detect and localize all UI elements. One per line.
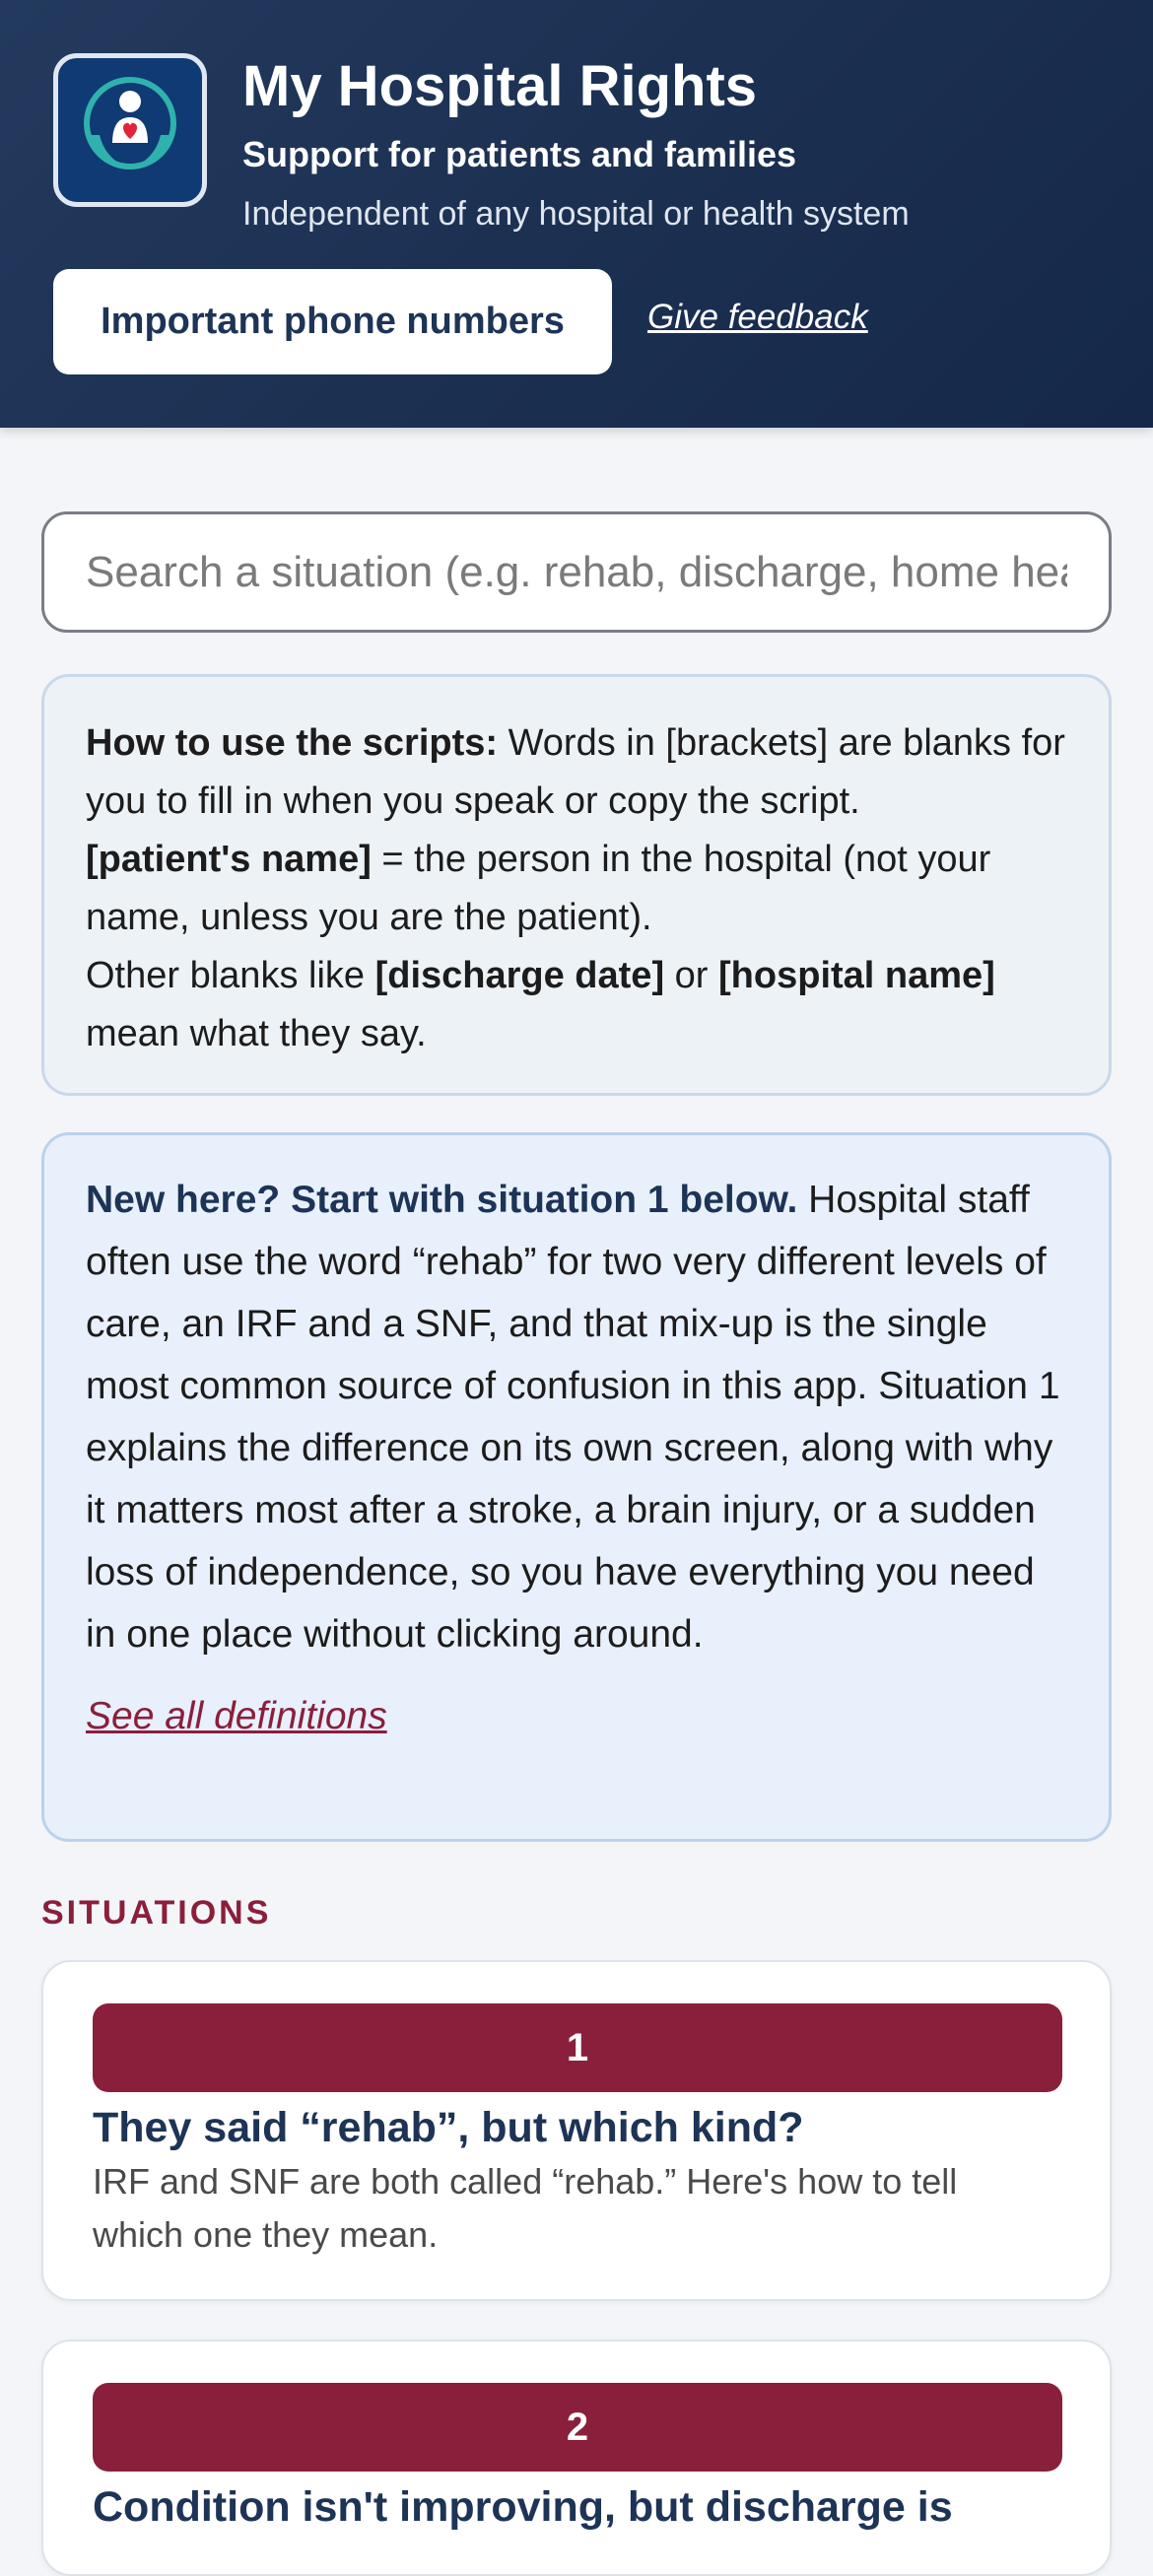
app-subtitle: Support for patients and families [242, 134, 797, 174]
app-tagline: Independent of any hospital or health system [242, 195, 910, 233]
howto-text-3: Other blanks like [86, 955, 375, 996]
howto-lead: How to use the scripts: [86, 722, 499, 764]
discharge-date-blank: [discharge date] [374, 955, 665, 996]
search-input[interactable] [41, 511, 1112, 633]
howto-text-4: or [664, 955, 719, 996]
howto-text-5: mean what they say. [86, 1013, 427, 1054]
see-all-definitions-link[interactable]: See all definitions [86, 1695, 387, 1737]
hands-heart-person-icon [53, 53, 207, 207]
situation-card-2[interactable] [41, 2339, 1112, 2576]
how-to-use-scripts-panel [41, 674, 1112, 1096]
situation-title: Condition isn't improving, but discharge is [93, 2483, 953, 2531]
situation-description: IRF and SNF are both called “rehab.” Here's how to tell which one they mean. [93, 2161, 958, 2255]
patient-name-blank: [patient's name] [86, 839, 372, 880]
new-here-text [86, 1169, 1067, 1665]
situation-title: They said “rehab”, but which kind? [93, 2104, 804, 2151]
new-here-panel [41, 1132, 1112, 1842]
app-title: My Hospital Rights [242, 54, 758, 118]
howto-text-1: Words in [brackets] are blanks for you to fill in when you speak or copy the script. [86, 722, 1065, 822]
hospital-name-blank: [hospital name] [718, 955, 995, 996]
situation-number-badge: 2 [93, 2383, 1062, 2472]
new-here-body: Hospital staff often use the word “rehab” for two very different levels of care, an IRF and a SNF, and that mix-up is the single most common source of confusion in this app. Situation 1 explains the difference on its own screen, along with why it matters most after a stroke, a brain injury, or a sudden loss of independence, so you have everything you need in one place without clicking around. [86, 1179, 1060, 1656]
situations-heading: SITUATIONS [41, 1894, 272, 1932]
howto-text-2: = the person in the hospital (not your name, unless you are the patient). [86, 839, 991, 938]
app-header [0, 0, 1153, 428]
new-here-lead: New here? Start with situation 1 below. [86, 1179, 798, 1221]
situation-card-1[interactable] [41, 1960, 1112, 2301]
important-phone-numbers-button[interactable]: Important phone numbers [53, 269, 612, 374]
situation-number-badge: 1 [93, 2003, 1062, 2092]
give-feedback-link[interactable]: Give feedback [647, 298, 868, 336]
